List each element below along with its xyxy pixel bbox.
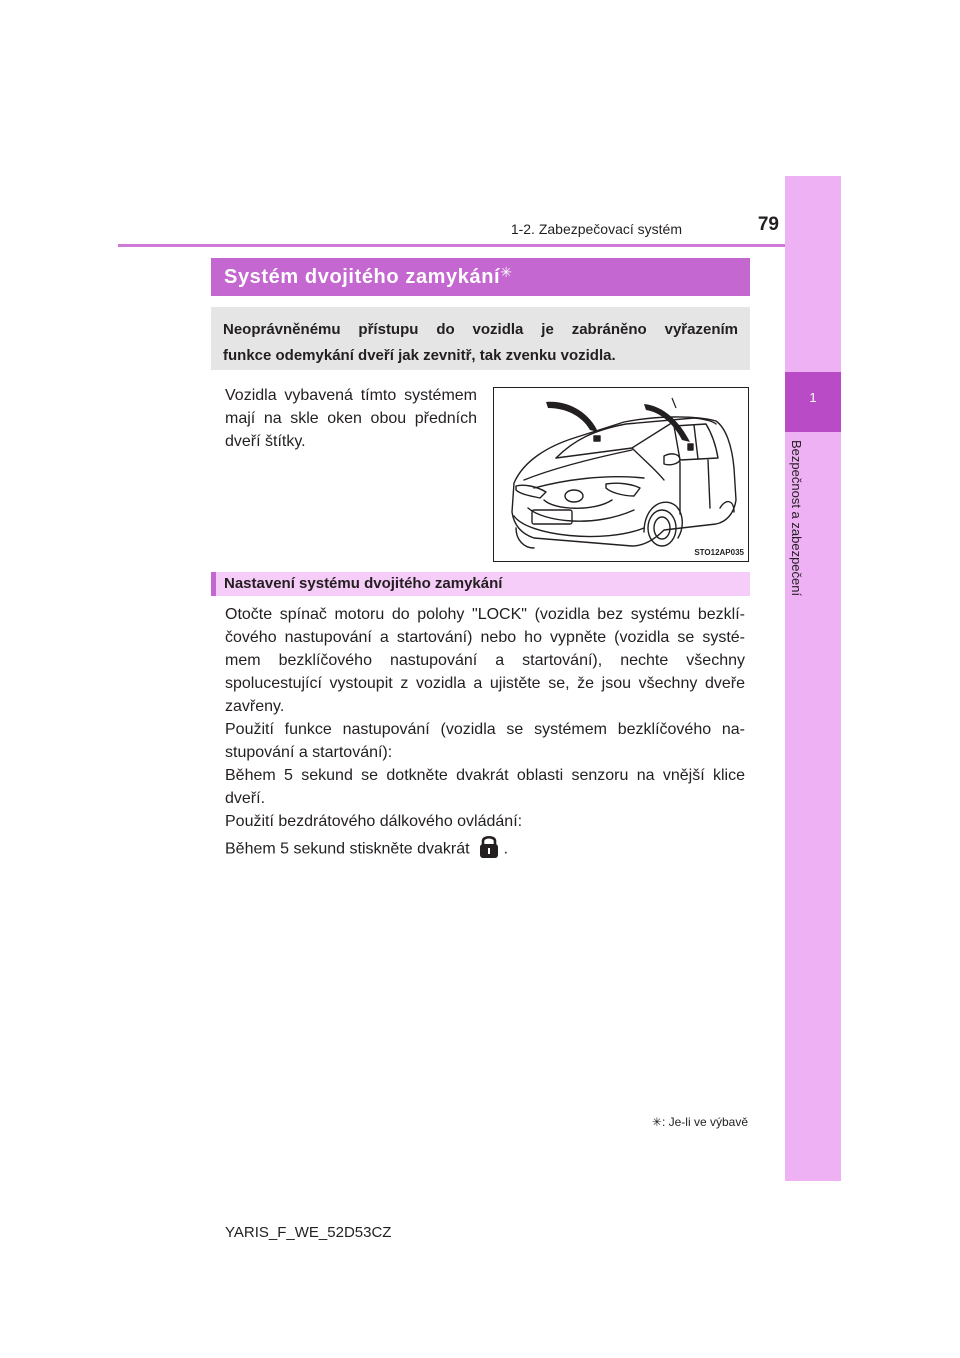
car-illustration: [493, 387, 749, 562]
paragraph-line: Otočte spínač motoru do polohy "LOCK" (vozidla bez systému bezklí-: [225, 606, 745, 623]
subsection-marker: [211, 572, 216, 596]
paragraph-line: Během 5 sekund se dotkněte dvakrát oblasti senzoru na vnější klice: [225, 767, 745, 784]
intro-line: mají na skle oken obou předních: [225, 410, 477, 427]
paragraph-line: čového nastupování a startování) nebo ho vypněte (vozidla se systé-: [225, 629, 745, 646]
chapter-title: [785, 440, 841, 640]
chapter-number: 1: [809, 390, 817, 405]
footnote-text: : Je-li ve výbavě: [661, 1115, 748, 1129]
section-label: 1-2. Zabezpečovací systém: [510, 221, 682, 237]
summary-line: Neoprávněnému přístupu do vozidla je zabráněno vyřazením: [223, 321, 738, 338]
lock-icon: [478, 833, 500, 866]
paragraph-remote: [225, 810, 745, 866]
paragraph-line: [225, 833, 745, 866]
paragraph-line: stupování a startování):: [225, 744, 393, 761]
intro-line: dveří štítky.: [225, 433, 306, 450]
intro-text: [225, 384, 477, 453]
paragraph-line: Použití bezdrátového dálkového ovládání:: [225, 813, 523, 830]
figure-code: STO12AP035: [694, 548, 744, 557]
car-drawing: [494, 388, 748, 561]
footnote-marker: ✳: [651, 1115, 662, 1129]
footnote: [560, 1115, 748, 1129]
paragraph-entry-function: [225, 718, 745, 810]
intro-line: Vozidla vybavená tímto systémem: [225, 387, 477, 404]
header-divider: [118, 244, 785, 247]
paragraph-line: mem bezklíčového nastupování a startování), nechte všechny: [225, 652, 745, 669]
summary-box: [211, 307, 750, 370]
paragraph-line-text: Během 5 sekund stiskněte dvakrát: [225, 840, 470, 858]
paragraph-line: Použití funkce nastupování (vozidla se systémem bezklíčového na-: [225, 721, 745, 738]
chapter-title-text: Bezpečnost a zabezpečení: [789, 440, 804, 597]
page-title: [224, 266, 513, 289]
paragraph-line-text: .: [503, 840, 509, 858]
paragraph-ignition: [225, 603, 745, 718]
document-code: YARIS_F_WE_52D53CZ: [225, 1224, 392, 1241]
side-tab-strip: [785, 176, 841, 1181]
subsection-title: Nastavení systému dvojitého zamykání: [224, 575, 503, 592]
page-title-text: Systém dvojitého zamykání: [224, 266, 501, 288]
paragraph-line: dveří.: [225, 790, 266, 807]
paragraph-line: zavřeny.: [225, 698, 285, 715]
optional-equipment-marker: ✳: [500, 264, 513, 280]
summary-line: funkce odemykání dveří jak zevnitř, tak zvenku vozidla.: [223, 347, 616, 364]
paragraph-line: spolucestující vystoupit z vozidla a ujistěte se, že jsou všechny dveře: [225, 675, 745, 692]
page-number: 79: [757, 214, 779, 235]
